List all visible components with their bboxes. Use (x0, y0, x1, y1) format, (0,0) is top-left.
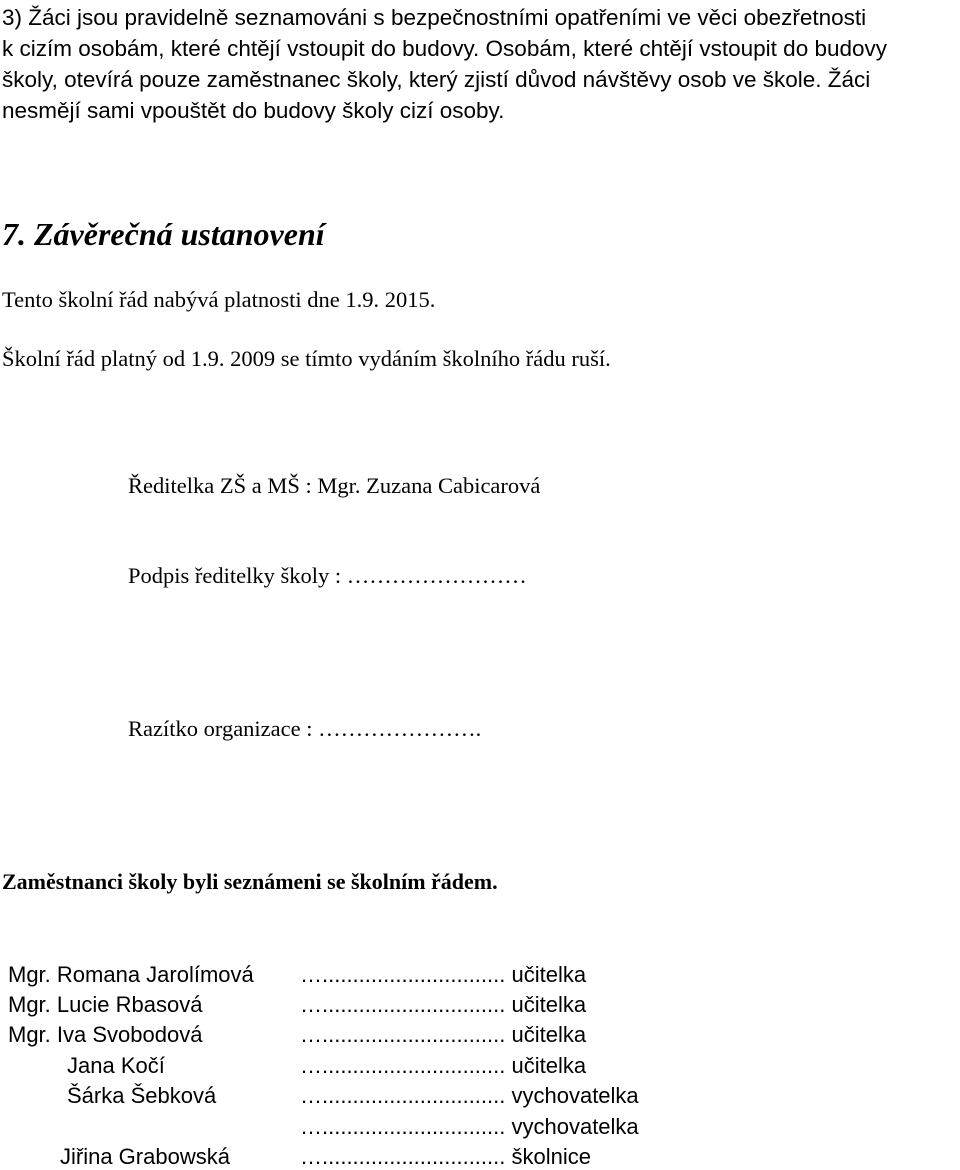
staff-name: Jiřina Grabowská (60, 1144, 230, 1169)
intro-line: nesmějí sami vpouštět do budovy školy cizí osoby. (2, 98, 505, 123)
staff-name: Mgr. Romana Jarolímová (8, 962, 254, 987)
staff-name: Mgr. Iva Svobodová (8, 1022, 203, 1047)
staff-role: ….............................. školnice (300, 1144, 591, 1169)
staff-role: ….............................. vychovatelka (300, 1083, 639, 1108)
section-heading: 7. Závěrečná ustanovení (2, 216, 325, 252)
validity-paragraph: Tento školní řád nabývá platnosti dne 1.9. 2015. (2, 287, 436, 312)
stamp-line: Razítko organizace : …………………. (128, 716, 482, 741)
intro-paragraph (2, 2, 887, 126)
intro-line: k cizím osobám, které chtějí vstoupit do budovy. Osobám, které chtějí vstoupit do budovy (2, 36, 888, 61)
intro-line: školy, otevírá pouze zaměstnanec školy, který zjistí důvod návštěvy osob ve škole. Žáci (2, 67, 871, 92)
repeal-paragraph: Školní řád platný od 1.9. 2009 se tímto vydáním školního řádu ruší. (2, 346, 611, 371)
staff-role: ….............................. učitelka (300, 962, 587, 987)
staff-name: Jana Kočí (67, 1053, 165, 1078)
staff-name: Šárka Šebková (67, 1083, 217, 1108)
staff-heading: Zaměstnanci školy byli seznámeni se školním řádem. (2, 869, 498, 894)
staff-name: Mgr. Lucie Rbasová (8, 992, 203, 1017)
intro-line: 3) Žáci jsou pravidelně seznamováni s bezpečnostními opatřeními ve věci obezřetnosti (2, 5, 867, 30)
staff-role: ….............................. vychovatelka (300, 1114, 639, 1139)
staff-role: ….............................. učitelka (300, 1022, 587, 1047)
staff-role: ….............................. učitelka (300, 1053, 587, 1078)
director-line: Ředitelka ZŠ a MŠ : Mgr. Zuzana Cabicarová (128, 473, 541, 498)
signature-line: Podpis ředitelky školy : …………………… (128, 563, 527, 588)
staff-role: ….............................. učitelka (300, 992, 587, 1017)
